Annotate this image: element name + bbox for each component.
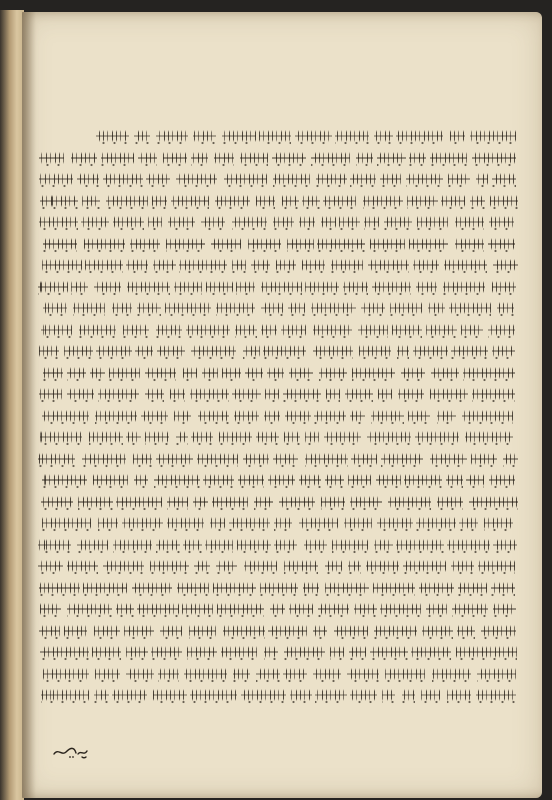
text-line — [36, 642, 520, 664]
text-line — [36, 212, 520, 234]
text-line — [36, 363, 520, 385]
text-line — [36, 341, 520, 363]
text-line — [36, 664, 520, 686]
text-line — [36, 384, 520, 406]
text-block — [36, 126, 520, 706]
text-line — [36, 513, 520, 535]
text-line — [36, 191, 520, 213]
text-line — [36, 492, 520, 514]
manuscript-page — [22, 12, 542, 798]
text-line — [36, 255, 520, 277]
binding-edge — [0, 10, 24, 800]
text-line — [36, 599, 520, 621]
text-line — [36, 148, 520, 170]
text-line — [36, 234, 520, 256]
text-line — [36, 298, 520, 320]
text-line — [36, 427, 520, 449]
catchword-mark — [52, 742, 92, 760]
text-line — [36, 126, 520, 148]
text-line — [36, 685, 520, 707]
text-line — [36, 320, 520, 342]
text-line — [36, 578, 520, 600]
text-line — [36, 169, 520, 191]
text-line — [36, 277, 520, 299]
page-fold-shadow — [22, 12, 36, 798]
text-line — [36, 449, 520, 471]
text-line — [36, 406, 520, 428]
text-line — [36, 535, 520, 557]
text-line — [36, 470, 520, 492]
text-line — [36, 621, 520, 643]
text-line — [36, 556, 520, 578]
